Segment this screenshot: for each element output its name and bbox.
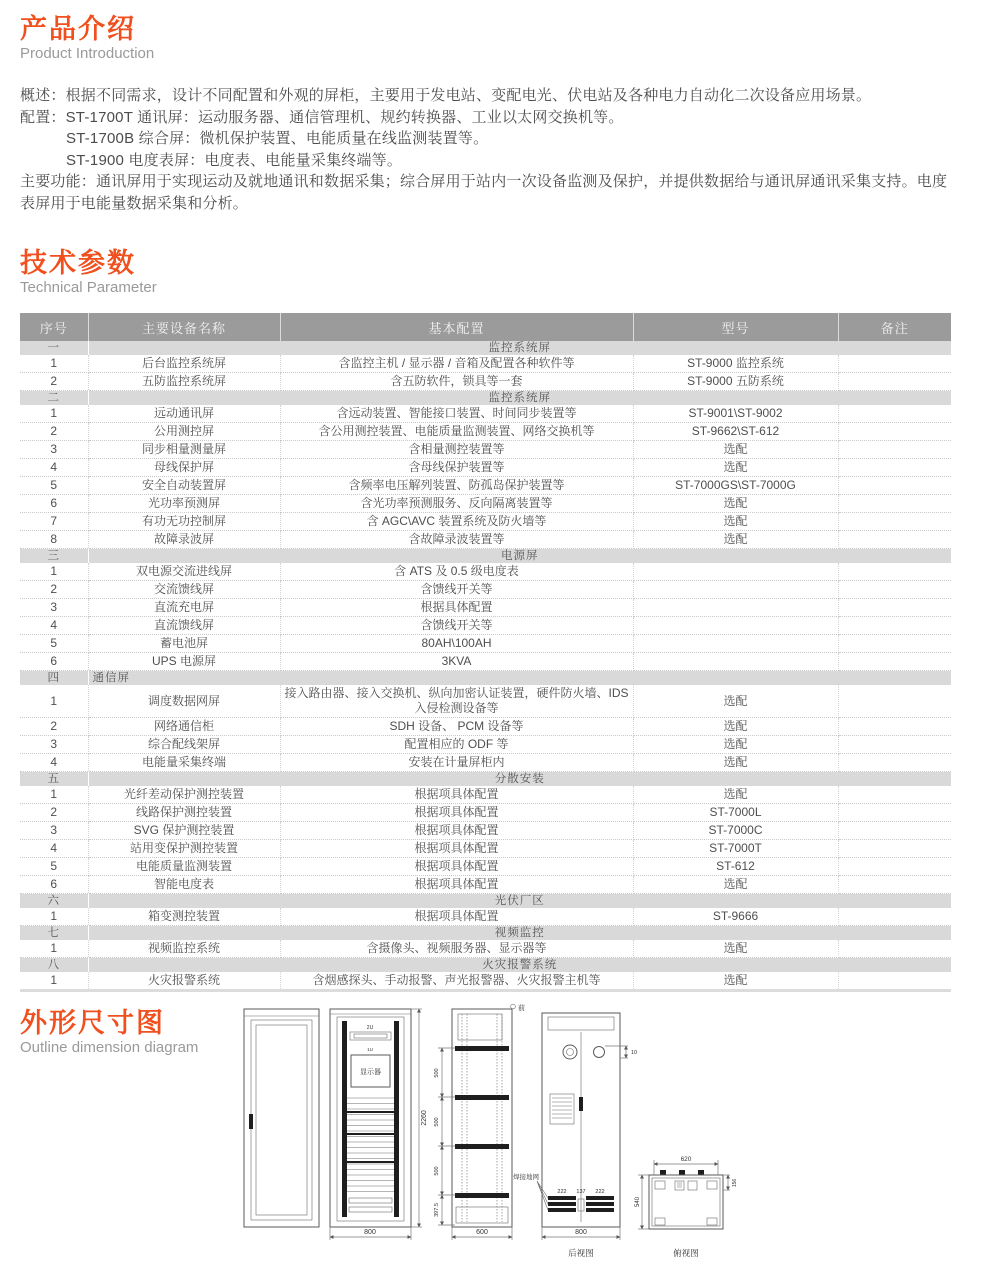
cell-name: 火灾报警系统 xyxy=(88,972,280,991)
cell-no: 5 xyxy=(20,635,88,653)
section-no: 五 xyxy=(20,772,88,787)
section-label: 分散安装 xyxy=(88,772,951,787)
ground-net-label: 焊接地网 xyxy=(513,1174,539,1181)
table-row xyxy=(20,459,951,477)
cell-no: 6 xyxy=(20,495,88,513)
table-row xyxy=(20,477,951,495)
product-intro-section xyxy=(20,14,958,214)
cell-name: 站用变保护测控装置 xyxy=(88,840,280,858)
table-row xyxy=(20,804,951,822)
cell-no: 2 xyxy=(20,581,88,599)
cell-note xyxy=(838,495,951,513)
top-view-label: 俯视图 xyxy=(673,1248,699,1258)
cell-note xyxy=(838,858,951,876)
product-intro-title: 产品介绍 xyxy=(20,14,136,44)
cell-model: ST-7000T xyxy=(633,840,838,858)
cell-model xyxy=(633,635,838,653)
cell-config: 含远动装置、智能接口装置、时间同步装置等 xyxy=(280,405,633,423)
table-row xyxy=(20,441,951,459)
cell-name: 母线保护屏 xyxy=(88,459,280,477)
cell-note xyxy=(838,355,951,373)
cell-note xyxy=(838,477,951,495)
cell-no: 1 xyxy=(20,563,88,581)
cell-note xyxy=(838,822,951,840)
cell-model: ST-9662\ST-612 xyxy=(633,423,838,441)
dim-rear-width: 800 xyxy=(575,1229,587,1236)
cell-config: 根据项具体配置 xyxy=(280,876,633,894)
table-row xyxy=(20,423,951,441)
rack-unit-label: 1U xyxy=(367,1047,373,1052)
header-name: 主要设备名称 xyxy=(88,313,280,341)
section-label: 电源屏 xyxy=(88,549,951,564)
cell-note xyxy=(838,908,951,926)
table-row xyxy=(20,599,951,617)
table-row xyxy=(20,685,951,718)
cell-no: 2 xyxy=(20,718,88,736)
intro-line: 主要功能：通讯屏用于实现运动及就地通讯和数据采集；综合屏用于站内一次设备监测及保护，并提供数据给与通讯屏通讯采集支持。电度表屏用于电能量数据采集和分析。 xyxy=(20,173,948,212)
dim-top-depth: 540 xyxy=(635,1196,641,1208)
cell-name: UPS 电源屏 xyxy=(88,653,280,671)
cell-model: ST-9001\ST-9002 xyxy=(633,405,838,423)
cell-note xyxy=(838,840,951,858)
cell-model: ST-7000L xyxy=(633,804,838,822)
cell-no: 5 xyxy=(20,477,88,495)
top-view xyxy=(635,1156,738,1258)
cell-no: 3 xyxy=(20,822,88,840)
tech-params-title: 技术参数 xyxy=(20,248,136,278)
cell-no: 4 xyxy=(20,754,88,772)
cell-name: 蓄电池屏 xyxy=(88,635,280,653)
header-no: 序号 xyxy=(20,313,88,341)
dim-front-width: 800 xyxy=(364,1229,376,1236)
table-row xyxy=(20,653,951,671)
cell-model: 选配 xyxy=(633,786,838,804)
section-row xyxy=(20,341,951,355)
cell-model: 选配 xyxy=(633,685,838,718)
dim-side-seg2: 500 xyxy=(434,1117,440,1127)
cell-note xyxy=(838,786,951,804)
cell-name: 视频监控系统 xyxy=(88,940,280,958)
cell-no: 2 xyxy=(20,423,88,441)
cell-note xyxy=(838,876,951,894)
cell-note xyxy=(838,423,951,441)
cell-config: 根据具体配置 xyxy=(280,599,633,617)
section-label: 光伏厂区 xyxy=(88,894,951,909)
cell-note xyxy=(838,736,951,754)
cell-note xyxy=(838,754,951,772)
cell-no: 4 xyxy=(20,617,88,635)
cell-no: 8 xyxy=(20,531,88,549)
section-label: 监控系统屏 xyxy=(88,391,951,406)
section-row xyxy=(20,894,951,909)
section-no: 八 xyxy=(20,958,88,973)
cell-config: 含光功率预测服务、反向隔离装置等 xyxy=(280,495,633,513)
section-row xyxy=(20,772,951,787)
table-row xyxy=(20,495,951,513)
cell-name: 公用测控屏 xyxy=(88,423,280,441)
table-row xyxy=(20,822,951,840)
cell-config: 根据项具体配置 xyxy=(280,858,633,876)
section-no: 六 xyxy=(20,894,88,909)
cell-no: 3 xyxy=(20,736,88,754)
cell-name: 电能质量监测装置 xyxy=(88,858,280,876)
cell-note xyxy=(838,617,951,635)
cell-model: ST-7000GS\ST-7000G xyxy=(633,477,838,495)
cell-no: 4 xyxy=(20,459,88,477)
cell-no: 7 xyxy=(20,513,88,531)
cell-no: 3 xyxy=(20,441,88,459)
cell-model: 选配 xyxy=(633,736,838,754)
cell-model: 选配 xyxy=(633,972,838,991)
product-intro-subtitle: Product Introduction xyxy=(20,45,155,62)
cell-config: 含相量测控装置等 xyxy=(280,441,633,459)
section-no: 二 xyxy=(20,391,88,406)
cell-name: 远动通讯屏 xyxy=(88,405,280,423)
dim-side-width: 600 xyxy=(476,1229,488,1236)
cell-config: SDH 设备、 PCM 设备等 xyxy=(280,718,633,736)
cell-note xyxy=(838,972,951,991)
cell-config: 根据项具体配置 xyxy=(280,908,633,926)
rear-view-label: 后视图 xyxy=(568,1248,594,1258)
table-row xyxy=(20,972,951,991)
cell-model xyxy=(633,653,838,671)
cell-note xyxy=(838,718,951,736)
table-row xyxy=(20,373,951,391)
cell-name: 同步相量测量屏 xyxy=(88,441,280,459)
dim-side-seg4: 397.5 xyxy=(434,1203,440,1217)
cell-no: 2 xyxy=(20,373,88,391)
door-handle xyxy=(249,1114,253,1129)
cell-model: 选配 xyxy=(633,441,838,459)
section-no: 七 xyxy=(20,926,88,941)
cell-model: 选配 xyxy=(633,513,838,531)
table-row xyxy=(20,840,951,858)
cell-config: 含烟感探头、手动报警、声光报警器、火灾报警主机等 xyxy=(280,972,633,991)
cell-no: 1 xyxy=(20,972,88,991)
cell-note xyxy=(838,441,951,459)
dim-rear-d2: 137 xyxy=(576,1189,586,1195)
cell-no: 2 xyxy=(20,804,88,822)
table-row xyxy=(20,513,951,531)
cell-note xyxy=(838,373,951,391)
cell-note xyxy=(838,563,951,581)
section-no: 四 xyxy=(20,671,88,686)
cell-config: 安装在计量屏柜内 xyxy=(280,754,633,772)
cell-note xyxy=(838,405,951,423)
cell-config: 含 ATS 及 0.5 级电度表 xyxy=(280,563,633,581)
rear-view xyxy=(513,1013,637,1258)
cell-name: SVG 保护测控装置 xyxy=(88,822,280,840)
cell-note xyxy=(838,804,951,822)
cell-config: 含五防软件，锁具等一套 xyxy=(280,373,633,391)
cell-config: 80AH\100AH xyxy=(280,635,633,653)
table-row xyxy=(20,876,951,894)
cell-config: 根据项具体配置 xyxy=(280,804,633,822)
cell-no: 6 xyxy=(20,653,88,671)
cell-name: 故障录波屏 xyxy=(88,531,280,549)
dim-side-seg3: 500 xyxy=(434,1166,440,1176)
cell-no: 5 xyxy=(20,858,88,876)
header-config: 基本配置 xyxy=(280,313,633,341)
dim-top-width: 620 xyxy=(680,1156,692,1163)
cell-model xyxy=(633,581,838,599)
cell-name: 箱变测控装置 xyxy=(88,908,280,926)
header-note: 备注 xyxy=(838,313,951,341)
cell-note xyxy=(838,940,951,958)
cell-no: 1 xyxy=(20,940,88,958)
cell-no: 1 xyxy=(20,685,88,718)
cell-name: 光功率预测屏 xyxy=(88,495,280,513)
cell-model: 选配 xyxy=(633,754,838,772)
outline-section xyxy=(20,1005,958,1270)
cell-name: 电能量采集终端 xyxy=(88,754,280,772)
cell-note xyxy=(838,531,951,549)
cell-config: 含馈线开关等 xyxy=(280,617,633,635)
tech-params-subtitle: Technical Parameter xyxy=(20,279,157,296)
cell-config: 含母线保护装置等 xyxy=(280,459,633,477)
cell-name: 五防监控系统屏 xyxy=(88,373,280,391)
header-model: 型号 xyxy=(633,313,838,341)
cell-note xyxy=(838,635,951,653)
intro-line: ST-1900 电度表屏：电度表、电能量采集终端等。 xyxy=(66,151,403,169)
cell-no: 1 xyxy=(20,405,88,423)
cell-note xyxy=(838,513,951,531)
dim-top-side: 156 xyxy=(732,1178,738,1188)
cell-model: 选配 xyxy=(633,495,838,513)
cell-model: ST-612 xyxy=(633,858,838,876)
cell-config: 含馈线开关等 xyxy=(280,581,633,599)
section-row xyxy=(20,926,951,941)
cell-name: 双电源交流进线屏 xyxy=(88,563,280,581)
cell-no: 1 xyxy=(20,908,88,926)
section-label: 视频监控 xyxy=(88,926,951,941)
cell-note xyxy=(838,459,951,477)
outline-title: 外形尺寸图 xyxy=(20,1008,165,1038)
section-row xyxy=(20,958,951,973)
front-direction-label: 前 xyxy=(518,1005,525,1012)
cell-name: 智能电度表 xyxy=(88,876,280,894)
table-row xyxy=(20,786,951,804)
cell-name: 安全自动装置屏 xyxy=(88,477,280,495)
cell-config: 根据项具体配置 xyxy=(280,786,633,804)
cell-model: 选配 xyxy=(633,718,838,736)
cell-model xyxy=(633,599,838,617)
cell-note xyxy=(838,685,951,718)
cell-model: ST-9666 xyxy=(633,908,838,926)
section-no: 三 xyxy=(20,549,88,564)
cell-config: 含故障录波装置等 xyxy=(280,531,633,549)
section-row xyxy=(20,549,951,564)
table-row xyxy=(20,736,951,754)
dim-side-seg1: 500 xyxy=(434,1068,440,1078)
cell-name: 后台监控系统屏 xyxy=(88,355,280,373)
outline-subtitle: Outline dimension diagram xyxy=(20,1039,199,1056)
rack-front-view xyxy=(330,1009,428,1240)
cell-model: 选配 xyxy=(633,940,838,958)
dim-front-height: 2260 xyxy=(421,1110,428,1126)
table-row xyxy=(20,563,951,581)
intro-line: 概述：根据不同需求，设计不同配置和外观的屏柜，主要用于发电站、变配电光、伏电站及各种电力自动化二次设备应用场景。 xyxy=(20,87,872,104)
table-row xyxy=(20,940,951,958)
section-row xyxy=(20,671,951,686)
table-row xyxy=(20,617,951,635)
intro-line: 配置：ST-1700T 通讯屏：运动服务器、通信管理机、规约转换器、工业以太网交换机等。 xyxy=(20,108,624,126)
cell-config: 含 AGC\AVC 装置系统及防火墙等 xyxy=(280,513,633,531)
cell-config: 含监控主机 / 显示器 / 音箱及配置各种软件等 xyxy=(280,355,633,373)
cell-model xyxy=(633,563,838,581)
tech-table-body xyxy=(20,341,951,991)
cell-config: 含频率电压解列装置、防孤岛保护装置等 xyxy=(280,477,633,495)
cell-name: 有功无功控制屏 xyxy=(88,513,280,531)
cell-no: 4 xyxy=(20,840,88,858)
door-front-view xyxy=(244,1009,319,1227)
table-row xyxy=(20,355,951,373)
cell-config: 3KVA xyxy=(280,653,633,671)
cell-config: 根据项具体配置 xyxy=(280,840,633,858)
section-no: 一 xyxy=(20,341,88,355)
section-label: 通信屏 xyxy=(88,671,951,686)
cell-model: 选配 xyxy=(633,876,838,894)
table-header-row xyxy=(20,313,951,341)
section-label: 火灾报警系统 xyxy=(88,958,951,973)
product-intro-text xyxy=(20,85,958,214)
cell-name: 线路保护测控装置 xyxy=(88,804,280,822)
table-row xyxy=(20,581,951,599)
cell-name: 直流馈线屏 xyxy=(88,617,280,635)
section-label: 监控系统屏 xyxy=(88,341,951,355)
cell-model: 选配 xyxy=(633,459,838,477)
table-row xyxy=(20,718,951,736)
cell-model: 选配 xyxy=(633,531,838,549)
table-row xyxy=(20,531,951,549)
cell-note xyxy=(838,653,951,671)
cell-config: 配置相应的 ODF 等 xyxy=(280,736,633,754)
table-row xyxy=(20,858,951,876)
cell-config: 接入路由器、接入交换机、纵向加密认证装置，硬件防火墙、IDS 入侵检测设备等 xyxy=(280,685,633,718)
section-row xyxy=(20,391,951,406)
cell-model xyxy=(633,617,838,635)
monitor-label: 显示器 xyxy=(360,1069,381,1076)
cell-name: 综合配线架屏 xyxy=(88,736,280,754)
cell-no: 1 xyxy=(20,786,88,804)
table-row xyxy=(20,405,951,423)
cell-no: 1 xyxy=(20,355,88,373)
cell-no: 3 xyxy=(20,599,88,617)
cell-name: 网络通信柜 xyxy=(88,718,280,736)
cell-name: 交流馈线屏 xyxy=(88,581,280,599)
rack-unit-label: 2U xyxy=(366,1025,374,1031)
cabinet-drawings xyxy=(230,1002,750,1269)
dim-rear-d3: 222 xyxy=(595,1189,605,1195)
dim-rear-d1: 222 xyxy=(557,1189,567,1195)
tech-params-section xyxy=(20,248,958,992)
cell-note xyxy=(838,599,951,617)
cell-config: 含公用测控装置、电能质量监测装置、网络交换机等 xyxy=(280,423,633,441)
table-row xyxy=(20,908,951,926)
side-view xyxy=(434,1003,525,1240)
cell-config: 根据项具体配置 xyxy=(280,822,633,840)
cell-config: 含摄像头、视频服务器、显示器等 xyxy=(280,940,633,958)
table-row xyxy=(20,635,951,653)
cell-name: 光纤差动保护测控装置 xyxy=(88,786,280,804)
cell-model: ST-9000 监控系统 xyxy=(633,355,838,373)
cell-note xyxy=(838,581,951,599)
dim-rear-offset: 10 xyxy=(631,1050,638,1056)
cell-name: 直流充电屏 xyxy=(88,599,280,617)
table-row xyxy=(20,754,951,772)
cell-model: ST-9000 五防系统 xyxy=(633,373,838,391)
cell-model: ST-7000C xyxy=(633,822,838,840)
cell-name: 调度数据网屏 xyxy=(88,685,280,718)
tech-params-table xyxy=(20,313,951,992)
intro-line: ST-1700B 综合屏：微机保护装置、电能质量在线监测装置等。 xyxy=(66,130,489,147)
dimension-diagram xyxy=(230,1002,750,1264)
cell-no: 6 xyxy=(20,876,88,894)
